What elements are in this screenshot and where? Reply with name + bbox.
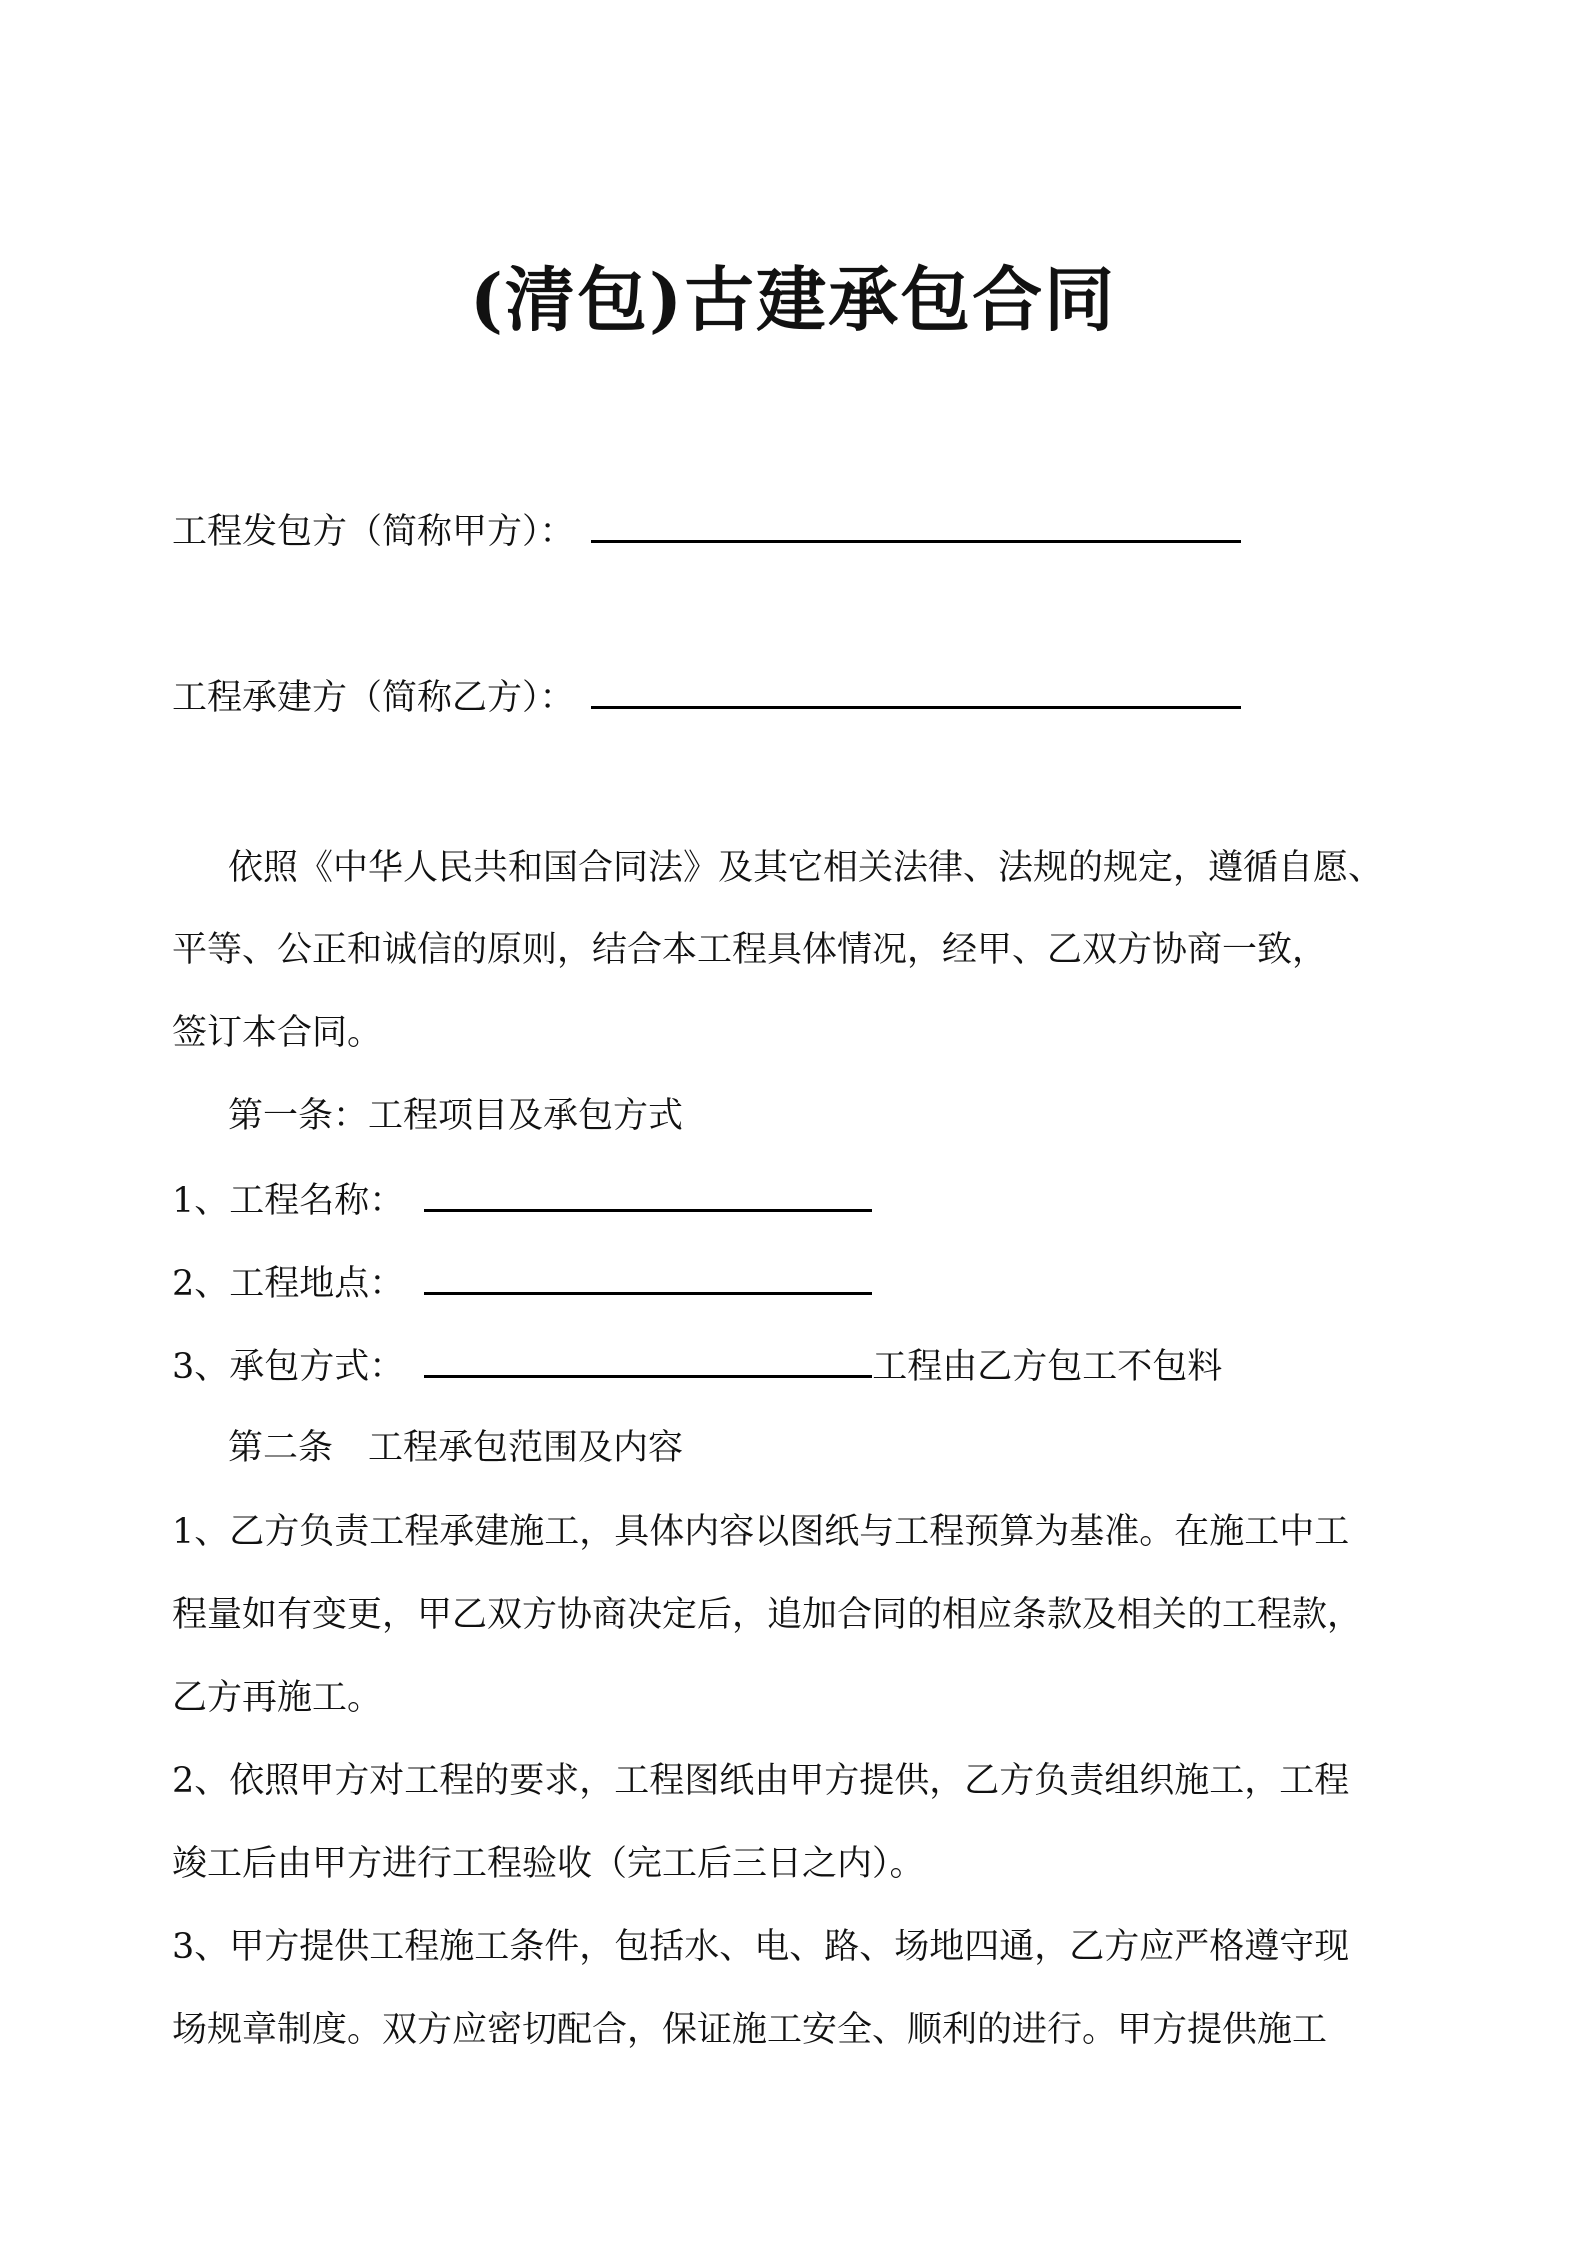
- project-location-blank[interactable]: [424, 1260, 872, 1295]
- article2-line: 乙方再施工。: [172, 1678, 383, 1718]
- preamble-line: 签订本合同。: [172, 1013, 383, 1053]
- party-b-label: 工程承建方（简称乙方）：: [172, 678, 575, 718]
- project-location-label: 2、工程地点：: [172, 1264, 405, 1304]
- party-a-label: 工程发包方（简称甲方）：: [172, 512, 575, 552]
- article1-heading: 第一条：工程项目及承包方式: [228, 1096, 684, 1136]
- article2-line: 3、甲方提供工程施工条件，包括水、电、路、场地四通，乙方应严格遵守现: [172, 1927, 1350, 1967]
- article2-line: 场规章制度。双方应密切配合，保证施工安全、顺利的进行。甲方提供施工: [172, 2010, 1328, 2050]
- project-name-label: 1、工程名称：: [172, 1181, 405, 1221]
- project-name-blank[interactable]: [424, 1177, 872, 1212]
- contract-method-blank[interactable]: [424, 1343, 872, 1378]
- preamble-line: 依照《中华人民共和国合同法》及其它相关法律、法规的规定，遵循自愿、: [228, 848, 1384, 888]
- document-title: (清包)古建承包合同: [469, 258, 1117, 341]
- contract-method-label: 3、承包方式：: [172, 1347, 405, 1387]
- party-a-blank[interactable]: [591, 508, 1241, 543]
- party-a-line: [172, 508, 1241, 554]
- article2-line: 1、乙方负责工程承建施工，具体内容以图纸与工程预算为基准。在施工中工: [172, 1512, 1350, 1552]
- article2-line: 程量如有变更，甲乙双方协商决定后，追加合同的相应条款及相关的工程款，: [172, 1595, 1363, 1635]
- contract-method-suffix: 工程由乙方包工不包料: [872, 1347, 1223, 1387]
- party-b-blank[interactable]: [591, 674, 1241, 709]
- article2-line: 竣工后由甲方进行工程验收（完工后三日之内）。: [172, 1844, 925, 1884]
- project-name-line: [172, 1177, 872, 1223]
- article2-line: 2、依照甲方对工程的要求，工程图纸由甲方提供，乙方负责组织施工，工程: [172, 1761, 1350, 1801]
- party-b-line: [172, 674, 1241, 720]
- article2-heading: 第二条 工程承包范围及内容: [228, 1428, 684, 1468]
- contract-method-line: [172, 1343, 1222, 1389]
- project-location-line: [172, 1260, 872, 1306]
- preamble-line: 平等、公正和诚信的原则，结合本工程具体情况，经甲、乙双方协商一致，: [172, 930, 1328, 970]
